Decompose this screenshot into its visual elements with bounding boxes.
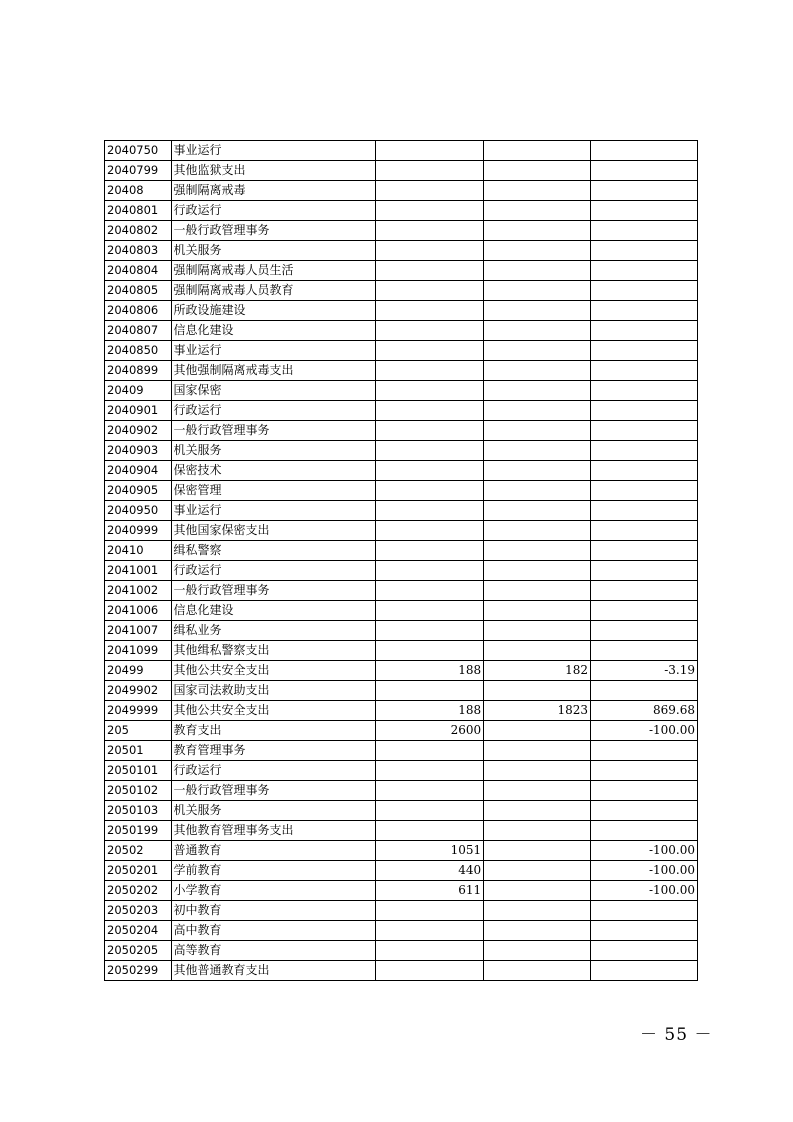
name-cell: 小学教育 bbox=[171, 881, 376, 901]
value-cell-1 bbox=[376, 601, 484, 621]
value-cell-1 bbox=[376, 781, 484, 801]
code-cell: 2040807 bbox=[105, 321, 172, 341]
value-cell-3 bbox=[591, 261, 698, 281]
value-cell-3 bbox=[591, 421, 698, 441]
value-cell-3 bbox=[591, 641, 698, 661]
name-cell: 缉私警察 bbox=[171, 541, 376, 561]
name-cell: 事业运行 bbox=[171, 501, 376, 521]
value-cell-2 bbox=[484, 181, 591, 201]
name-cell: 缉私业务 bbox=[171, 621, 376, 641]
value-cell-2 bbox=[484, 261, 591, 281]
code-cell: 2041002 bbox=[105, 581, 172, 601]
value-cell-3 bbox=[591, 221, 698, 241]
code-cell: 2041006 bbox=[105, 601, 172, 621]
value-cell-3 bbox=[591, 921, 698, 941]
code-cell: 2040899 bbox=[105, 361, 172, 381]
table-row bbox=[105, 841, 698, 861]
value-cell-3 bbox=[591, 361, 698, 381]
table-row bbox=[105, 341, 698, 361]
name-cell: 其他强制隔离戒毒支出 bbox=[171, 361, 376, 381]
name-cell: 其他国家保密支出 bbox=[171, 521, 376, 541]
name-cell: 其他教育管理事务支出 bbox=[171, 821, 376, 841]
name-cell: 其他缉私警察支出 bbox=[171, 641, 376, 661]
value-cell-2 bbox=[484, 401, 591, 421]
value-cell-3 bbox=[591, 781, 698, 801]
value-cell-1 bbox=[376, 521, 484, 541]
value-cell-2 bbox=[484, 501, 591, 521]
table-row bbox=[105, 861, 698, 881]
name-cell: 高中教育 bbox=[171, 921, 376, 941]
table-row bbox=[105, 821, 698, 841]
value-cell-1 bbox=[376, 761, 484, 781]
code-cell: 2040904 bbox=[105, 461, 172, 481]
code-cell: 2050103 bbox=[105, 801, 172, 821]
code-cell: 2050102 bbox=[105, 781, 172, 801]
code-cell: 2050205 bbox=[105, 941, 172, 961]
table-row bbox=[105, 321, 698, 341]
name-cell: 一般行政管理事务 bbox=[171, 221, 376, 241]
name-cell: 信息化建设 bbox=[171, 321, 376, 341]
value-cell-2 bbox=[484, 681, 591, 701]
value-cell-1 bbox=[376, 181, 484, 201]
name-cell: 机关服务 bbox=[171, 441, 376, 461]
value-cell-3: -100.00 bbox=[591, 861, 698, 881]
value-cell-1 bbox=[376, 941, 484, 961]
value-cell-3: -100.00 bbox=[591, 881, 698, 901]
value-cell-3: -100.00 bbox=[591, 721, 698, 741]
value-cell-1 bbox=[376, 421, 484, 441]
name-cell: 一般行政管理事务 bbox=[171, 581, 376, 601]
value-cell-2 bbox=[484, 581, 591, 601]
name-cell: 机关服务 bbox=[171, 241, 376, 261]
value-cell-3 bbox=[591, 741, 698, 761]
value-cell-3 bbox=[591, 461, 698, 481]
value-cell-1: 611 bbox=[376, 881, 484, 901]
value-cell-1: 440 bbox=[376, 861, 484, 881]
value-cell-2: 1823 bbox=[484, 701, 591, 721]
value-cell-1 bbox=[376, 361, 484, 381]
table-row bbox=[105, 601, 698, 621]
value-cell-2 bbox=[484, 621, 591, 641]
value-cell-1 bbox=[376, 741, 484, 761]
table-row bbox=[105, 641, 698, 661]
table-row bbox=[105, 881, 698, 901]
table-row bbox=[105, 541, 698, 561]
value-cell-1 bbox=[376, 301, 484, 321]
table-row bbox=[105, 621, 698, 641]
value-cell-1 bbox=[376, 641, 484, 661]
table-row bbox=[105, 261, 698, 281]
name-cell: 教育支出 bbox=[171, 721, 376, 741]
code-cell: 20409 bbox=[105, 381, 172, 401]
value-cell-2 bbox=[484, 641, 591, 661]
name-cell: 其他普通教育支出 bbox=[171, 961, 376, 981]
value-cell-1 bbox=[376, 561, 484, 581]
value-cell-2 bbox=[484, 161, 591, 181]
value-cell-3 bbox=[591, 501, 698, 521]
name-cell: 保密技术 bbox=[171, 461, 376, 481]
name-cell: 初中教育 bbox=[171, 901, 376, 921]
value-cell-2 bbox=[484, 761, 591, 781]
table-row bbox=[105, 561, 698, 581]
value-cell-1: 1051 bbox=[376, 841, 484, 861]
table-row bbox=[105, 661, 698, 681]
value-cell-3 bbox=[591, 541, 698, 561]
value-cell-1 bbox=[376, 921, 484, 941]
code-cell: 20499 bbox=[105, 661, 172, 681]
value-cell-3 bbox=[591, 901, 698, 921]
code-cell: 2040901 bbox=[105, 401, 172, 421]
value-cell-2 bbox=[484, 921, 591, 941]
value-cell-3 bbox=[591, 761, 698, 781]
value-cell-3 bbox=[591, 301, 698, 321]
page-number: － 55 － bbox=[640, 1025, 713, 1045]
table-body bbox=[105, 141, 698, 981]
code-cell: 2041007 bbox=[105, 621, 172, 641]
code-cell: 2040802 bbox=[105, 221, 172, 241]
table-row bbox=[105, 901, 698, 921]
value-cell-2 bbox=[484, 741, 591, 761]
table-row bbox=[105, 801, 698, 821]
table-row bbox=[105, 441, 698, 461]
code-cell: 2049902 bbox=[105, 681, 172, 701]
value-cell-3 bbox=[591, 521, 698, 541]
code-cell: 2040999 bbox=[105, 521, 172, 541]
code-cell: 20502 bbox=[105, 841, 172, 861]
code-cell: 2040750 bbox=[105, 141, 172, 161]
value-cell-2 bbox=[484, 481, 591, 501]
code-cell: 2050199 bbox=[105, 821, 172, 841]
table-row bbox=[105, 281, 698, 301]
name-cell: 信息化建设 bbox=[171, 601, 376, 621]
value-cell-2 bbox=[484, 821, 591, 841]
value-cell-3 bbox=[591, 601, 698, 621]
value-cell-1: 188 bbox=[376, 661, 484, 681]
value-cell-1 bbox=[376, 801, 484, 821]
value-cell-3 bbox=[591, 321, 698, 341]
value-cell-1: 188 bbox=[376, 701, 484, 721]
value-cell-2 bbox=[484, 461, 591, 481]
name-cell: 行政运行 bbox=[171, 561, 376, 581]
value-cell-3 bbox=[591, 961, 698, 981]
value-cell-2 bbox=[484, 941, 591, 961]
name-cell: 教育管理事务 bbox=[171, 741, 376, 761]
value-cell-3 bbox=[591, 941, 698, 961]
value-cell-1 bbox=[376, 621, 484, 641]
value-cell-2 bbox=[484, 381, 591, 401]
value-cell-1 bbox=[376, 161, 484, 181]
value-cell-3: 869.68 bbox=[591, 701, 698, 721]
name-cell: 国家司法救助支出 bbox=[171, 681, 376, 701]
value-cell-1 bbox=[376, 541, 484, 561]
table-row bbox=[105, 741, 698, 761]
name-cell: 其他公共安全支出 bbox=[171, 701, 376, 721]
table-row bbox=[105, 941, 698, 961]
table-row bbox=[105, 781, 698, 801]
name-cell: 强制隔离戒毒 bbox=[171, 181, 376, 201]
value-cell-2 bbox=[484, 521, 591, 541]
code-cell: 2040804 bbox=[105, 261, 172, 281]
value-cell-2 bbox=[484, 281, 591, 301]
value-cell-1 bbox=[376, 901, 484, 921]
value-cell-3 bbox=[591, 281, 698, 301]
value-cell-1 bbox=[376, 961, 484, 981]
code-cell: 20501 bbox=[105, 741, 172, 761]
table-row bbox=[105, 961, 698, 981]
code-cell: 20408 bbox=[105, 181, 172, 201]
value-cell-3: -3.19 bbox=[591, 661, 698, 681]
name-cell: 国家保密 bbox=[171, 381, 376, 401]
value-cell-2 bbox=[484, 441, 591, 461]
value-cell-2 bbox=[484, 781, 591, 801]
name-cell: 普通教育 bbox=[171, 841, 376, 861]
table-row bbox=[105, 361, 698, 381]
value-cell-1 bbox=[376, 321, 484, 341]
value-cell-3 bbox=[591, 141, 698, 161]
code-cell: 2040805 bbox=[105, 281, 172, 301]
value-cell-2 bbox=[484, 881, 591, 901]
table-row bbox=[105, 201, 698, 221]
value-cell-3 bbox=[591, 241, 698, 261]
value-cell-3 bbox=[591, 801, 698, 821]
table-row bbox=[105, 521, 698, 541]
code-cell: 2050204 bbox=[105, 921, 172, 941]
name-cell: 高等教育 bbox=[171, 941, 376, 961]
code-cell: 2050202 bbox=[105, 881, 172, 901]
table-row bbox=[105, 581, 698, 601]
value-cell-1 bbox=[376, 261, 484, 281]
name-cell: 一般行政管理事务 bbox=[171, 781, 376, 801]
value-cell-3 bbox=[591, 581, 698, 601]
name-cell: 机关服务 bbox=[171, 801, 376, 821]
code-cell: 20410 bbox=[105, 541, 172, 561]
name-cell: 所政设施建设 bbox=[171, 301, 376, 321]
value-cell-3 bbox=[591, 401, 698, 421]
code-cell: 2041001 bbox=[105, 561, 172, 581]
table-row bbox=[105, 461, 698, 481]
code-cell: 2040803 bbox=[105, 241, 172, 261]
value-cell-2 bbox=[484, 961, 591, 981]
name-cell: 行政运行 bbox=[171, 201, 376, 221]
table-row bbox=[105, 241, 698, 261]
value-cell-3 bbox=[591, 161, 698, 181]
value-cell-1 bbox=[376, 341, 484, 361]
value-cell-1 bbox=[376, 381, 484, 401]
table-row bbox=[105, 381, 698, 401]
code-cell: 2040950 bbox=[105, 501, 172, 521]
value-cell-1 bbox=[376, 821, 484, 841]
code-cell: 2041099 bbox=[105, 641, 172, 661]
value-cell-1 bbox=[376, 581, 484, 601]
value-cell-2 bbox=[484, 201, 591, 221]
name-cell: 一般行政管理事务 bbox=[171, 421, 376, 441]
table-row bbox=[105, 721, 698, 741]
value-cell-2 bbox=[484, 541, 591, 561]
value-cell-3 bbox=[591, 561, 698, 581]
value-cell-2 bbox=[484, 241, 591, 261]
code-cell: 2040902 bbox=[105, 421, 172, 441]
value-cell-1 bbox=[376, 401, 484, 421]
value-cell-2 bbox=[484, 221, 591, 241]
table-row bbox=[105, 181, 698, 201]
value-cell-2 bbox=[484, 861, 591, 881]
value-cell-3: -100.00 bbox=[591, 841, 698, 861]
value-cell-2 bbox=[484, 841, 591, 861]
table-row bbox=[105, 301, 698, 321]
value-cell-1 bbox=[376, 281, 484, 301]
value-cell-1 bbox=[376, 681, 484, 701]
table-row bbox=[105, 501, 698, 521]
value-cell-1 bbox=[376, 201, 484, 221]
name-cell: 行政运行 bbox=[171, 761, 376, 781]
table-row bbox=[105, 221, 698, 241]
value-cell-1 bbox=[376, 141, 484, 161]
value-cell-1 bbox=[376, 441, 484, 461]
table-row bbox=[105, 421, 698, 441]
code-cell: 205 bbox=[105, 721, 172, 741]
code-cell: 2040806 bbox=[105, 301, 172, 321]
name-cell: 事业运行 bbox=[171, 141, 376, 161]
value-cell-1: 2600 bbox=[376, 721, 484, 741]
code-cell: 2040850 bbox=[105, 341, 172, 361]
value-cell-3 bbox=[591, 381, 698, 401]
name-cell: 事业运行 bbox=[171, 341, 376, 361]
code-cell: 2050101 bbox=[105, 761, 172, 781]
budget-table bbox=[104, 140, 698, 981]
value-cell-3 bbox=[591, 821, 698, 841]
value-cell-2 bbox=[484, 601, 591, 621]
value-cell-1 bbox=[376, 241, 484, 261]
table-row bbox=[105, 141, 698, 161]
code-cell: 2040801 bbox=[105, 201, 172, 221]
value-cell-1 bbox=[376, 461, 484, 481]
value-cell-3 bbox=[591, 181, 698, 201]
value-cell-1 bbox=[376, 481, 484, 501]
value-cell-2 bbox=[484, 421, 591, 441]
code-cell: 2050201 bbox=[105, 861, 172, 881]
value-cell-2 bbox=[484, 561, 591, 581]
table-row bbox=[105, 401, 698, 421]
name-cell: 强制隔离戒毒人员生活 bbox=[171, 261, 376, 281]
value-cell-2 bbox=[484, 721, 591, 741]
name-cell: 其他公共安全支出 bbox=[171, 661, 376, 681]
value-cell-2 bbox=[484, 321, 591, 341]
value-cell-3 bbox=[591, 621, 698, 641]
code-cell: 2040903 bbox=[105, 441, 172, 461]
value-cell-3 bbox=[591, 441, 698, 461]
value-cell-2: 182 bbox=[484, 661, 591, 681]
name-cell: 学前教育 bbox=[171, 861, 376, 881]
table-row bbox=[105, 161, 698, 181]
table-row bbox=[105, 481, 698, 501]
code-cell: 2040905 bbox=[105, 481, 172, 501]
value-cell-3 bbox=[591, 341, 698, 361]
table-row bbox=[105, 681, 698, 701]
table-row bbox=[105, 921, 698, 941]
code-cell: 2040799 bbox=[105, 161, 172, 181]
name-cell: 行政运行 bbox=[171, 401, 376, 421]
table-row bbox=[105, 701, 698, 721]
value-cell-1 bbox=[376, 221, 484, 241]
value-cell-3 bbox=[591, 481, 698, 501]
value-cell-2 bbox=[484, 901, 591, 921]
name-cell: 保密管理 bbox=[171, 481, 376, 501]
code-cell: 2050299 bbox=[105, 961, 172, 981]
value-cell-2 bbox=[484, 341, 591, 361]
value-cell-3 bbox=[591, 681, 698, 701]
value-cell-3 bbox=[591, 201, 698, 221]
value-cell-2 bbox=[484, 301, 591, 321]
value-cell-2 bbox=[484, 141, 591, 161]
code-cell: 2050203 bbox=[105, 901, 172, 921]
table-row bbox=[105, 761, 698, 781]
name-cell: 强制隔离戒毒人员教育 bbox=[171, 281, 376, 301]
code-cell: 2049999 bbox=[105, 701, 172, 721]
name-cell: 其他监狱支出 bbox=[171, 161, 376, 181]
value-cell-2 bbox=[484, 801, 591, 821]
value-cell-2 bbox=[484, 361, 591, 381]
value-cell-1 bbox=[376, 501, 484, 521]
